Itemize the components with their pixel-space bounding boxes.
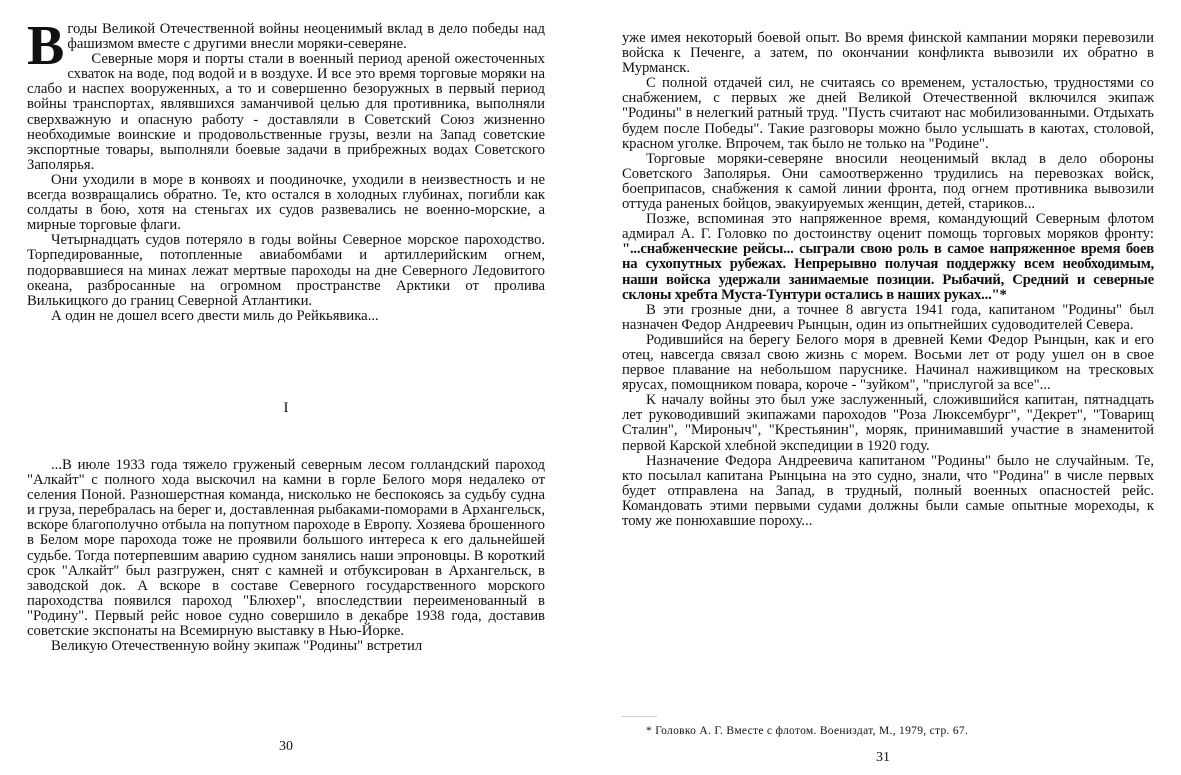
right-page [622,0,1154,775]
paragraph: В эти грозные дни, а точнее 8 августа 1941 года, капитаном "Родины" был назначен Федор Андреевич Рынцын, один из опытнейших судоводителей Севера. [622,301,1154,333]
paragraph: Четырнадцать судов потеряло в годы войны Северное морское пароходство. Торпедированные, потопленные авиабомбами и артиллерийским огнем, подорвавшиеся на минах лежат мертвые пароходы на дне Северного Ледовитого океана, разбросанные на огромном пространстве Арктики от пролива Вилькицкого до границ Северной Атлантики. [27,232,545,309]
opening-paragraph: Вгоды Великой Отечественной войны неоценимый вклад в дело победы над фашизмом вместе с другими внесли моряки-северяне. [27,15,545,77]
left-page-body [27,15,545,324]
paragraph: А один не дошел всего двести миль до Рейкьявика... [51,307,379,324]
bold-quote: "...снабженческие рейсы... сыграли свою роль в самое напряженное время боев на сухопутных рубежах. Непрерывно получая поддержку всем необходимым, наши войска удержали занимаемые позиции. Рыбачий, Средний и северные склоны хребта Муста-Тунтури остались в наших руках..."* [622,241,1154,303]
paragraph: Назначение Федора Андреевича капитаном "Родины" было не случайным. Те, кто посылал капитана Рынцына на это судно, знали, что "Родина" в числе первых будет отправлена на Запад, в трудный, полный военных опасностей рейс. Командовать этими первыми судами должны были самые опытные мореходы, к тому же понюхавшие пороху... [622,452,1154,529]
page-number: 30 [279,739,293,754]
paragraph: Великую Отечественную войну экипаж "Родины" встретил [51,638,423,655]
right-page-body [622,31,1154,529]
quote-intro: Позже, вспоминая это напряженное время, командующий Северным флотом адмирал А. Г. Головко по достоинству оценит помощь торговых моряков фронту: [622,211,1154,243]
paragraph: С полной отдачей сил, не считаясь со временем, усталостью, трудностями со снабжением, с первых же дней Великой Отечественной включился экипаж "Родины" в нелегкий ратный труд. "Пусть считают нас мобилизованными. Отдыхать будем после Победы". Такие разговоры можно было услышать в каютах, столовой, красном уголке. Впрочем, так было не только на "Родине". [622,75,1154,152]
quote-paragraph [622,212,1154,303]
chapter-number: I [283,400,289,416]
page-number: 31 [876,750,890,765]
drop-cap: В [27,15,65,77]
footnote: * Головко А. Г. Вместе с флотом. Воениздат, М., 1979, стр. 67. [646,725,969,737]
paragraph: ...В июле 1933 года тяжело груженый северным лесом голландский пароход "Алкайт" с полного хода выскочил на камни в горле Белого моря недалеко от селения Поной. Разношерстная команда, нисколько не беспокоясь за судьбу судна и груза, перебралась на берег и, доставленная рыбаками-поморами в Архангельск, вскоре благополучно отбыла на попутном пароходе в Европу. Хозяева брошенного в Белом море парохода тоже не проявили большого интереса к его дальнейшей судьбе. Тогда потерпевшим аварию судном занялись наши эпроновцы. В короткий срок "Алкайт" был разгружен, снят с камней и отбуксирован в Архангельск, в заводской док. А вскоре в составе Северного государственного морского пароходства появился пароход "Блюхер", впоследствии переименованный в "Родину". Первый рейс новое судно совершило в декабре 1938 года, доставив советские экспонаты на Всемирную выставку в Нью-Йорке. [27,457,545,640]
left-page [27,0,545,775]
paragraph: уже имея некоторый боевой опыт. Во время финской кампании моряки перевозили войска к Печенге, а затем, по окончании конфликта вывозили их обратно в Мурманск. [622,30,1154,77]
chapter-body [27,458,545,654]
paragraph: Торговые моряки-северяне вносили неоценимый вклад в дело обороны Советского Заполярья. Они самоотверженно трудились на перевозках войск, боеприпасов, снабжения к самой линии фронта, под огнем противника вывозили оттуда раненых бойцов, эвакуируемых женщин, детей, стариков... [622,150,1154,213]
paragraph: Родившийся на берегу Белого моря в древней Кеми Федор Рынцын, как и его отец, навсегда связал свою жизнь с морем. Восьми лет от роду ушел он в свое первое плавание на небольшом паруснике. Начинал наживщиком на тресковых ярусах, помощником повара, короче - "зуйком", "прислугой за все"... [622,331,1154,394]
paragraph: К началу войны это был уже заслуженный, сложившийся капитан, пятнадцать лет руководивший экипажами пароходов "Роза Люксембург", "Декрет", "Товарищ Сталин", "Мироныч", "Крестьянин", моряк, принимавший участие в знаменитой первой Карской хлебной экспедиции в 1920 году. [622,392,1154,454]
paragraph: Северные моря и порты стали в военный период ареной ожесточенных схваток на воде, под водой и в воздухе. И все это время торговые моряки на слабо и наспех вооруженных, а то и совершенно безоружных в первый период войны транспортах, являвшихся заманчивой целью для противника, выполняли сверхважную и опасную работу - доставляли в Советский Союз жизненно необходимые воинские и продовольственные грузы, везли на Запад советские экспортные товары, выполняли боевые задачи в прибрежных водах Советского Заполярья. [27,51,545,173]
paragraph: Они уходили в море в конвоях и поодиночке, уходили в неизвестность и не всегда возвращались обратно. Те, кто остался в холодных глубинах, погибли как солдаты в бою, хотя на стеньгах их судов развевались не военно-морские, а мирные торговые флаги. [27,171,545,234]
footnote-divider [622,716,657,717]
